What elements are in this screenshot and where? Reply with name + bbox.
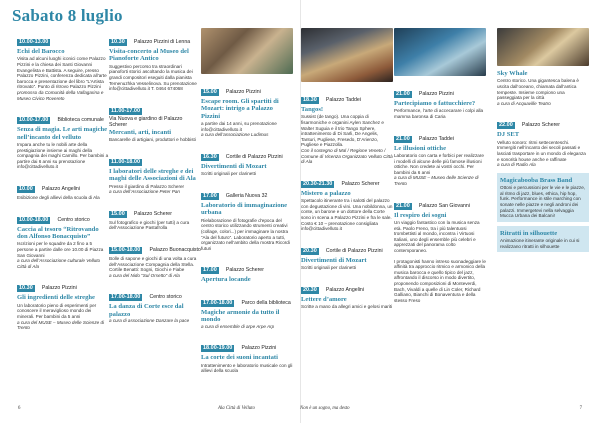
- event-place: Palazzo Taddei: [418, 135, 454, 142]
- event-item: [109, 97, 201, 143]
- event-description: Rielaborazione di fotografie d’epoca del centro storico utilizzando strumenti creativi (collage, colori...) per immaginare la nostra “Ala del futuro”. Laboratorio aperto a tutti, organizzato nell’ambito della mostra Ricordi futuri: [201, 217, 290, 251]
- event-description: Esibizione degli allievi della scuola di Ala: [17, 194, 100, 200]
- event-note: a cura dell’Associazione culturale Velluto Città di Ala: [17, 258, 101, 269]
- event-photo: [201, 28, 293, 74]
- event-description: Iscrizioni per le squadre da 2 fino a 5 persone a partire dalle ore 10.00 di Piazza San Giovanni: [17, 241, 104, 258]
- event-description: Intrattenimento e laboratorio musicale con gli allievi della scuola: [201, 362, 293, 374]
- event-description: a partire dai 14 anni, su prenotazione info@cittadivelluto.it: [201, 121, 277, 132]
- feature-description: Animazione itinerante originale in cui si realizzano ritratti in silhouette: [500, 238, 580, 249]
- event-description: Sul fotografico e giochi (per tutti) a cura dell’Associazione Pastafrolla: [109, 219, 190, 231]
- event-time: 18.30: [303, 97, 317, 103]
- event-item: [17, 274, 109, 330]
- event-title: I laboratori delle streghe e dei maghi delle Associazioni di Ala: [109, 167, 196, 183]
- event-description: Scritti originali per clarinetti: [201, 171, 256, 177]
- event-place: Palazzo Pizzini di Lenna: [133, 39, 191, 45]
- event-note: a cura del MUSE – Museo delle Scienze di Trento: [17, 319, 105, 331]
- event-description: Suggestivo percorso tra straordinari pianoforti storici ascoltando la musica dei grandi compositori eseguiti dalla pianista Temenuzhka Vesselinova. Su prenotazione info@cittadivelluto.it T. 0464 674068: [109, 63, 197, 92]
- event-item: [301, 276, 393, 310]
- event-title: Visita-concerto al Museo del Pianoforte Antico: [109, 48, 189, 63]
- event-description: Velluto sonoro: ritmi settecenteschi. Immergiti nell’incanto dei secoli passati e lasciati trasportare in un mondo di eleganza e sonorità house anche e raffinate: [497, 139, 586, 162]
- footer-left-caption: Ala Città di Velluto: [218, 406, 255, 411]
- event-description: Un viaggio fantastico con la musica senza età. Paolo Freno, tra i più talentuosi trombettisti al mondo, incontra i Virtuosi Italiani, uno degli ensemble più celebri e apprezzati del panorama colto contemporaneo.: [394, 219, 480, 253]
- event-description: Scritti originali per clarinetti: [301, 265, 356, 271]
- event-place: Palazzo Pizzini: [418, 91, 454, 97]
- event-place: Parco della biblioteca: [241, 299, 291, 306]
- event-title: Echi del Barocco: [17, 48, 65, 55]
- event-item: [17, 106, 109, 170]
- page-number-left: 6: [18, 406, 21, 411]
- event-title: Le illusioni ottiche: [394, 144, 447, 152]
- event-note: a cura di MUSE – Museo delle Scienze di Trento: [394, 175, 479, 186]
- event-time: 11.00-17.00: [111, 107, 141, 114]
- event-description: Scritte a mano da allegri amici e gelosi mariti: [301, 304, 393, 310]
- event-time: 10.00: [19, 185, 33, 192]
- event-place: Biblioteca comunale: [57, 117, 104, 124]
- event-item: [394, 80, 486, 120]
- event-description: Bolle di sapone e giochi di una volta a cura dell’Associazione Compagnia della Stella. Cortile Benatti: Sogni, Giochi e Fiabe: [109, 255, 197, 273]
- event-item: [201, 143, 293, 177]
- event-description: Presso il giardino di Palazzo Scherer: [109, 183, 185, 189]
- event-item: [394, 192, 486, 254]
- event-time: 17.00: [203, 193, 217, 199]
- column-5: [394, 28, 486, 388]
- event-place: Cortile di Palazzo Pizzini: [225, 154, 283, 160]
- event-place: Palazzo Pizzini: [41, 285, 77, 292]
- event-place: Via Nuova e giardino di Palazzo Scherer: [109, 115, 183, 128]
- column-1: [17, 28, 109, 388]
- event-note: a cura dell’associazione Ludimus: [201, 132, 269, 138]
- event-time: 15.00: [203, 89, 217, 95]
- column-3: [201, 28, 293, 388]
- event-time: 20.30: [303, 247, 317, 254]
- event-title: Escape room. Gli spartiti di Mozart: intrigo a Palazzo Pizzini: [201, 98, 279, 120]
- column-2: [109, 28, 201, 388]
- event-note: a cura del Nido “Sul Orsetto” di Ala: [109, 272, 180, 278]
- event-item: [109, 28, 201, 92]
- event-time: 22.00: [499, 122, 513, 129]
- event-note: promosso da Comunità della Vallagarina e Museo Civico Rovereto: [17, 89, 104, 101]
- event-time: 17.00-18.00: [111, 294, 141, 301]
- event-photo: [301, 28, 393, 82]
- feature-box: [497, 226, 589, 253]
- event-place: Centro storico: [57, 216, 90, 223]
- event-title: Caccia al tesoro “Ritrovando don Alfonso Bonacquisto”: [17, 225, 99, 240]
- event-description: Centro storico. Una gigantesca balena è uscita dall’oceano, chiamata dall’antica tempeste. Insieme compiono una passeggiata per la città: [497, 78, 579, 101]
- event-time: 17.00-18.00: [203, 299, 233, 306]
- event-title: Mercanti, arti, incanti: [109, 128, 172, 136]
- event-item: [17, 175, 109, 201]
- event-item: [201, 334, 293, 374]
- event-note: a cura di ensemble di arpe Arpe Arp: [201, 323, 275, 329]
- event-description: I protagonisti hanno intreso suonadeggiare le affinità tra approccio ritmico e armonico della musica barocca e quello tipico del jazz, affrontando il discorso in modo divertito, proponendo composizioni di Monteverdi, Bach, Vivaldi a quelle di Lin Coler, Richard Galliano, Bianchi di Bonaventura e della stesso Freso: [394, 258, 486, 303]
- event-item: [109, 283, 201, 323]
- event-time: 10.00-17.00: [19, 117, 49, 124]
- event-time: 20.30: [303, 286, 317, 293]
- event-time: 20.30-21.30: [303, 180, 333, 187]
- event-description: Visita ad alcuni luoghi iconici come Palazzo Pizzini e la chiesa dei Santi Giovanni Evangelista e Battista. A seguire, presso Palazzo Pizzini, conferenza dedicata all’arte barocca e presentazione del libro “L’Artista ritrovato”. Punto di ritrovo Palazzo Pizzini: [17, 56, 107, 90]
- event-item: [394, 125, 486, 187]
- event-time: 15.00: [111, 210, 125, 217]
- event-time: 21.00: [396, 202, 410, 209]
- event-description: Sussist (de tango). Una coppia di fisarmoniche e organini Aylen Sanchez e Walter Suguia e il trio Tango Sphere, intrattenimento di Di Sarli, De Angelis, Tanturi, Pugliese, Fresedo, D’Arienzo, Pugliese e Piazzolla.: [301, 114, 384, 148]
- event-item: [201, 256, 293, 283]
- event-place: Palazzo Angelini: [41, 185, 80, 192]
- event-place: Palazzo Scherer: [521, 122, 560, 129]
- event-item: [17, 206, 109, 270]
- event-title: Gli ingredienti delle streghe: [17, 294, 95, 302]
- event-title: Mistero a palazzo: [301, 189, 351, 197]
- event-item: [497, 111, 589, 167]
- event-time: 18.00-19.00: [203, 345, 233, 352]
- event-item: [394, 259, 486, 304]
- event-title: La danza di Corte esce dal palazzo: [109, 303, 184, 318]
- event-title: DJ SET: [497, 131, 520, 139]
- event-place: Palazzo Angelini: [325, 286, 364, 293]
- event-item: [201, 78, 293, 138]
- event-title: Apertura locande: [201, 276, 251, 284]
- footer-right-caption: Non è un sogno, ma desto: [300, 406, 350, 411]
- event-place: Palazzo Buonacquisto: [149, 246, 201, 253]
- event-title: Tangos!: [301, 106, 324, 113]
- event-time: 16.30: [203, 154, 217, 160]
- event-title: Partecipiamo o fattucchiere?: [394, 100, 476, 107]
- event-place: Centro storico: [149, 294, 182, 301]
- event-item: [201, 182, 293, 251]
- event-item: [109, 236, 201, 278]
- column-6: [497, 28, 589, 388]
- event-photo: [394, 28, 486, 76]
- event-title: Magiche armonie da tutto il mondo: [201, 308, 280, 324]
- page-title: Sabato 8 luglio: [12, 6, 123, 25]
- event-item: [109, 148, 201, 195]
- column-4: [301, 28, 393, 388]
- event-item: [301, 86, 393, 165]
- event-title: Senza di magia. Le arti magiche nell’incanto del velluto: [17, 126, 108, 141]
- event-place: Cortile di Palazzo Pizzini: [325, 247, 383, 254]
- event-place: Galleria Nuova 32: [225, 193, 268, 199]
- event-title: Laboratorio di immaginazione urbana: [201, 202, 288, 217]
- event-note: a cura di Acquaville Teatro: [497, 100, 551, 106]
- event-place: Palazzo San Giovanni: [418, 202, 470, 209]
- event-time: 10.30: [19, 285, 33, 292]
- event-title: Divertimenti di Mozart: [201, 163, 267, 170]
- event-title: Divertimenti di Mozart: [301, 256, 367, 264]
- event-time: 10.00-13.00: [19, 39, 49, 45]
- event-title: Lettere d’amore: [301, 295, 347, 303]
- event-place: Palazzo Scherer: [225, 267, 264, 274]
- event-title: Sky Whale: [497, 70, 528, 77]
- event-place: Palazzo Pizzini: [241, 345, 277, 352]
- event-place: Palazzo Scherer: [341, 180, 380, 187]
- page-number-right: 7: [579, 406, 582, 411]
- page-footer: [0, 404, 600, 416]
- event-place: Palazzo Scherer: [133, 210, 172, 217]
- event-time: 11.00-18.00: [111, 158, 141, 165]
- feature-title: Ritratti in silhouette: [500, 229, 558, 237]
- event-item: [497, 70, 589, 106]
- event-title: Il respiro dei sogni: [394, 211, 447, 219]
- event-note: a cura di associazione Danzare la pace: [109, 318, 190, 324]
- event-place: Palazzo Taddei: [325, 97, 361, 103]
- page-header: [12, 6, 123, 28]
- feature-box: [497, 173, 589, 222]
- event-note: a cura di Radio Ala: [497, 162, 536, 168]
- event-time: 15.00-18.00: [111, 246, 141, 253]
- event-time: 10.00-18.00: [19, 216, 49, 223]
- event-description: Bancarelle di artigiani, produttori e hobbisti: [109, 137, 196, 143]
- event-note: Con il sostegno di Mal / Regione Veneto / Comune di Vicenza Organizzato Velluto Città di Ala: [301, 147, 393, 165]
- event-item: [109, 200, 201, 231]
- event-time: 21.00: [396, 91, 410, 97]
- event-note: a cura dell’Associazione Peter Pan: [109, 189, 180, 195]
- event-item: [301, 170, 393, 232]
- event-time: 10.30: [111, 39, 125, 45]
- event-description: Un laboratorio pieno di esperimenti per conoscere il meraviglioso mondo dei minerali. Per bambini da 5 anni: [17, 302, 97, 319]
- event-title: La corte dei suoni incantati: [201, 354, 278, 362]
- event-description: Spettacolo itinerante tra i salotti del palazzo con degustazione di vini. Una nobildonna, un conte, un barone e un dottore della Corte sono in scena a Palazzo Pizzini e fra le sale. Costo € 10 – prenotazione consigliata info@cittadivelluto.it: [301, 198, 393, 232]
- event-time: 17.00: [203, 267, 217, 274]
- event-description: Performance, l’arte di accecarare i colpi alla mamma baronsa di Caria: [394, 108, 484, 119]
- event-description: Laboratorio con carta e forbici per realizzare i modelli di alcune delle più famose illusioni ottiche. Non credete ai vostri occhi. Per bambini da 6 anni: [394, 153, 484, 175]
- event-item: [301, 237, 393, 271]
- feature-title: Magicabooba Brass Band: [500, 176, 573, 184]
- event-item: [17, 28, 109, 101]
- event-time: 21.00: [396, 135, 410, 142]
- event-item: [201, 289, 293, 329]
- event-place: Palazzo Pizzini: [225, 89, 261, 95]
- event-photo: [497, 28, 589, 66]
- event-description: Impara anche tu le nobili arte della prestigiazione insieme ai maghi della compagnia dei maghi Camillo. Per bambini a partire dai 6 anni su prenotazione info@cittadivelluto.it: [17, 141, 109, 170]
- feature-description: Ottoni e percussioni per le vie e le piazze, al ritmo di jazz, blues, ethica, hip hop, funk. Performance in stile marching con sonate nelle piazze e negli androni dei palazzi. Immergetevi nella selvaggia Mucca Urbana dei Balcani!: [500, 185, 586, 219]
